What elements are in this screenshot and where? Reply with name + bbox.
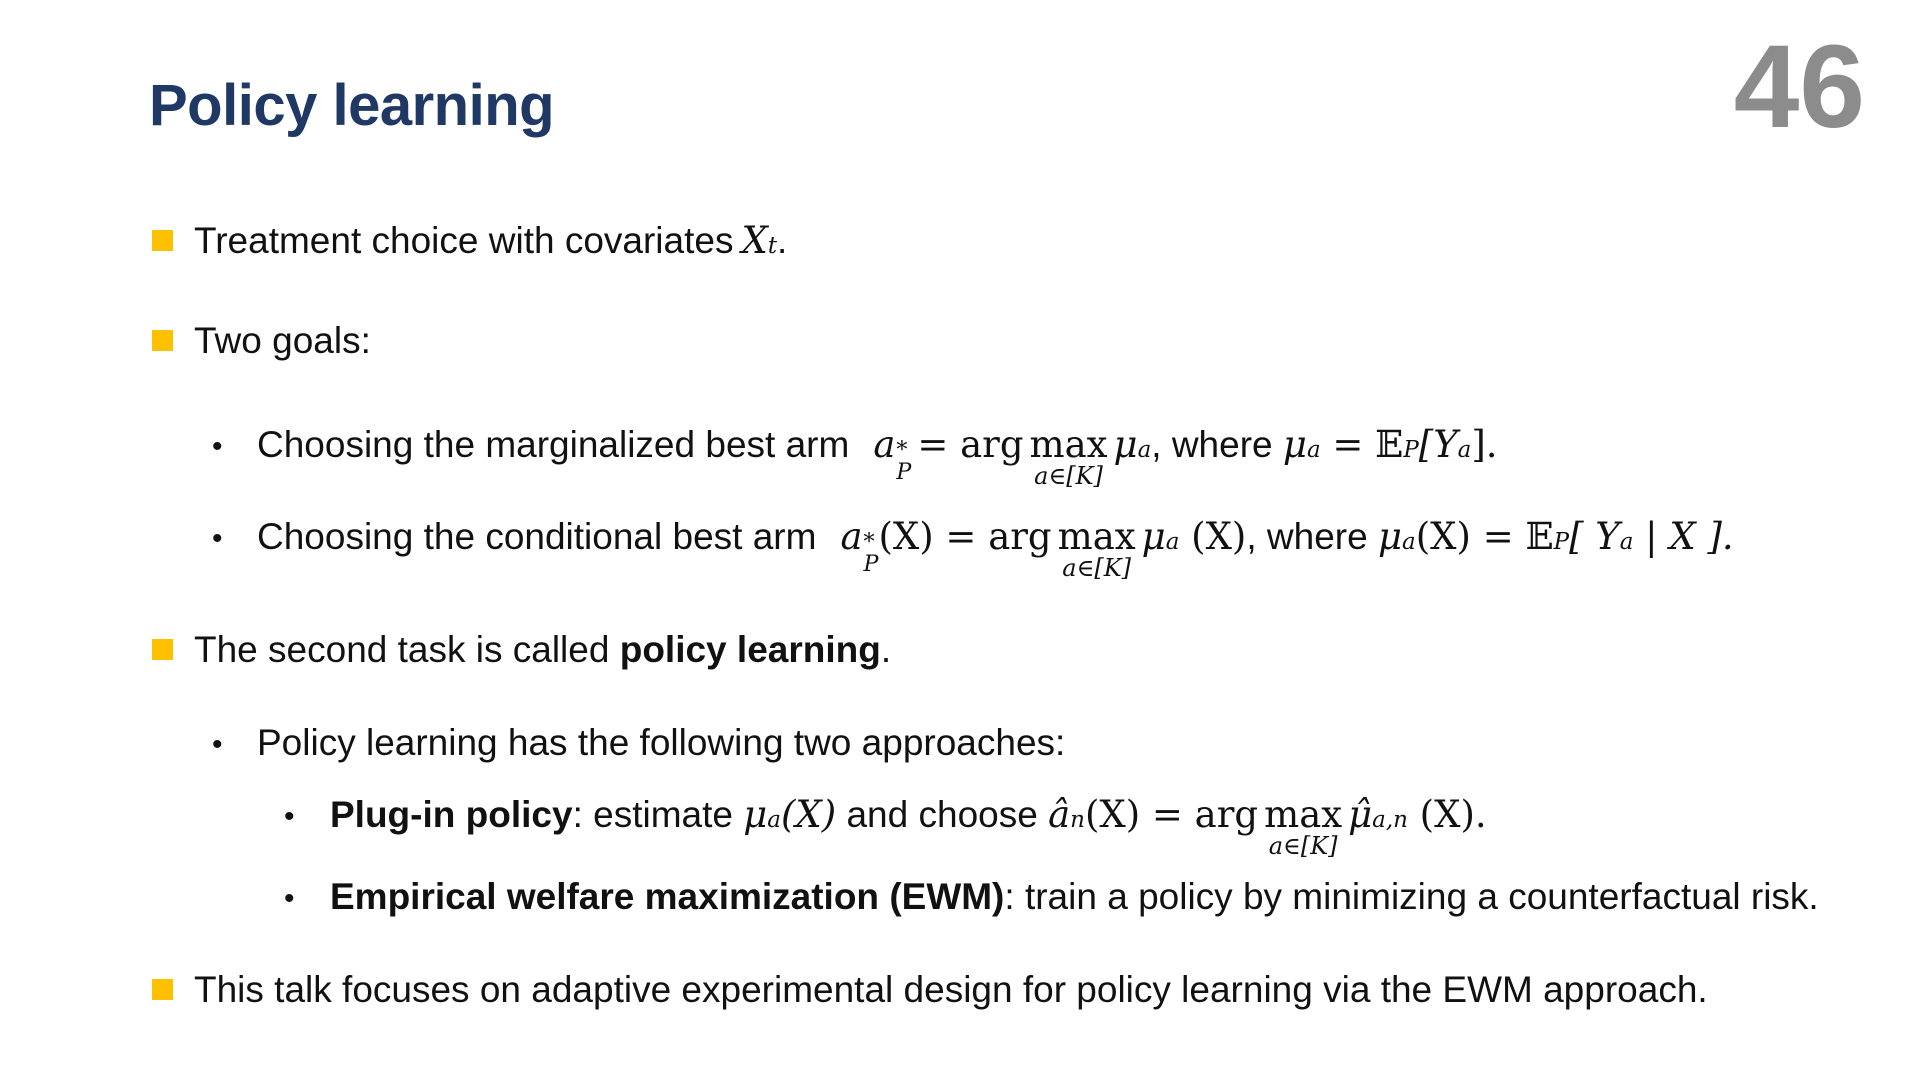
bullet-two-goals: Two goals: — [194, 320, 371, 361]
bullet-square-1 — [152, 230, 173, 251]
third-bullet-ewm: Empirical welfare maximization (EWM) : train a policy by minimizing a counterfactual risk. — [330, 876, 1819, 917]
third-bullet-plugin: Plug-in policy : estimate μ a (X) and choose â n (X) = arg max a∈[K] μ̂ a,n (X). — [330, 793, 1487, 860]
sub-bullet-approaches: Policy learning has the following two approaches: — [257, 722, 1066, 763]
bullet-talk-focus: This talk focuses on adaptive experimental design for policy learning via the EWM approach. — [194, 969, 1708, 1010]
page-number: 46 — [1733, 21, 1865, 153]
bullet-square-2 — [152, 330, 173, 351]
bullet-dot-1: • — [212, 430, 223, 463]
slide-title: Policy learning — [149, 73, 555, 138]
bullet-second-task: The second task is called policy learning . — [194, 629, 892, 670]
bullet-square-4 — [152, 979, 173, 1000]
bullet-dot-3: • — [212, 728, 223, 761]
bullet-dot-5: • — [284, 882, 295, 915]
bullet-dot-2: • — [212, 522, 223, 555]
sub-bullet-conditional: Choosing the conditional best arm a * P (X) = arg max a∈[K] μ a (X) , where μ a (X) = 𝔼 P [ Y a | X ]. — [257, 515, 1734, 582]
sub-bullet-marginalized: Choosing the marginalized best arm a * P = arg max a∈[K] μ a , where μ a = 𝔼 P [Y a ]. — [257, 423, 1498, 490]
bullet-dot-4: • — [284, 800, 295, 833]
bullet-treatment-choice: Treatment choice with covariates X t . — [194, 219, 788, 262]
bullet-square-3 — [152, 639, 173, 660]
